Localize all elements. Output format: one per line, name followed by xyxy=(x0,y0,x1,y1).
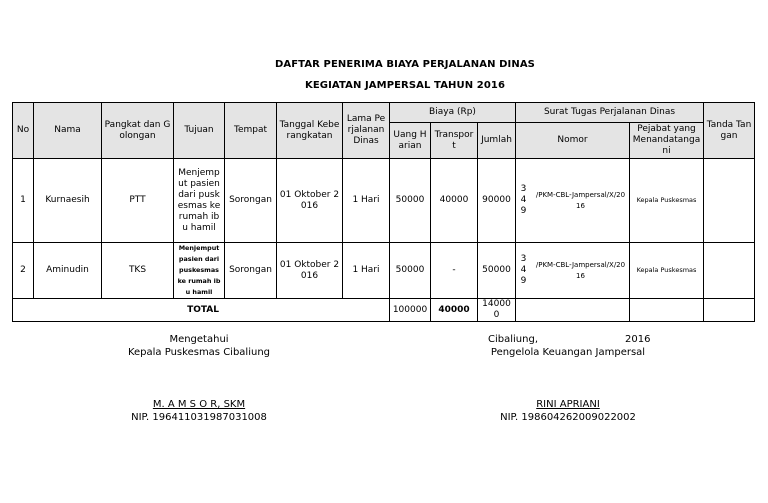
sign-right-name: RINI APRIANI xyxy=(536,399,600,410)
cell-uang-harian: 50000 xyxy=(390,159,431,243)
cell-jumlah: 90000 xyxy=(478,159,516,243)
cell-nomor-prefix: 349 xyxy=(516,243,532,299)
total-transport: 40000 xyxy=(431,299,478,322)
header-nama: Nama xyxy=(34,103,102,159)
total-label: TOTAL xyxy=(13,299,390,322)
header-pangkat: Pangkat dan Golongan xyxy=(102,103,174,159)
cell-nama: Aminudin xyxy=(34,243,102,299)
cell-uang-harian: 50000 xyxy=(390,243,431,299)
cell-pangkat: TKS xyxy=(102,243,174,299)
total-row xyxy=(13,299,755,322)
sign-right-year: 2016 xyxy=(625,334,651,345)
header-nomor: Nomor xyxy=(516,123,630,159)
cell-tanggal: 01 Oktober 2016 xyxy=(277,243,343,299)
signature-left xyxy=(49,333,349,424)
sign-left-label: Mengetahui xyxy=(169,334,229,345)
cell-tujuan: Menjemput pasien dari puskesmas ke rumah ibu hamil xyxy=(174,159,225,243)
header-biaya: Biaya (Rp) xyxy=(390,103,516,123)
cell-tanda-tangan xyxy=(704,159,755,243)
sign-left-position: Kepala Puskesmas Cibaliung xyxy=(127,347,271,358)
cell-no: 1 xyxy=(13,159,34,243)
table-row xyxy=(13,243,755,299)
header-surat-tugas: Surat Tugas Perjalanan Dinas xyxy=(516,103,704,123)
cell-nama: Kurnaesih xyxy=(34,159,102,243)
header-uang-harian: Uang Harian xyxy=(390,123,431,159)
sign-right-place: Cibaliung, xyxy=(488,334,538,345)
header-transport: Transport xyxy=(431,123,478,159)
header-lama: Lama Perjalanan Dinas xyxy=(343,103,390,159)
cell-nomor-prefix: 349 xyxy=(516,159,532,243)
cell-pangkat: PTT xyxy=(102,159,174,243)
cell-nomor: /PKM-CBL-Jampersal/X/2016 xyxy=(532,159,630,243)
cell-nomor: /PKM-CBL-Jampersal/X/2016 xyxy=(532,243,630,299)
cell-tanda-tangan xyxy=(704,243,755,299)
total-pejabat xyxy=(630,299,704,322)
header-tempat: Tempat xyxy=(225,103,277,159)
sign-left-nip: NIP. 196411031987031008 xyxy=(131,412,267,423)
cell-lama: 1 Hari xyxy=(343,243,390,299)
header-tanda-tangan: Tanda Tangan xyxy=(704,103,755,159)
total-tanda-tangan xyxy=(704,299,755,322)
travel-cost-table xyxy=(12,102,755,322)
document-title: DAFTAR PENERIMA BIAYA PERJALANAN DINAS xyxy=(275,59,535,70)
header-jumlah: Jumlah xyxy=(478,123,516,159)
cell-pejabat: Kepala Puskesmas xyxy=(630,159,704,243)
signature-right xyxy=(418,333,718,424)
total-nomor xyxy=(516,299,630,322)
sign-right-nip: NIP. 198604262009022002 xyxy=(500,412,636,423)
table-row xyxy=(13,159,755,243)
header-pejabat: Pejabat yang Menandatangani xyxy=(630,123,704,159)
cell-tempat: Sorongan xyxy=(225,159,277,243)
total-jumlah: 140000 xyxy=(478,299,516,322)
cell-lama: 1 Hari xyxy=(343,159,390,243)
header-tujuan: Tujuan xyxy=(174,103,225,159)
header-no: No xyxy=(13,103,34,159)
sign-left-name: M. A M S O R, SKM xyxy=(152,399,246,410)
document-subtitle: KEGIATAN JAMPERSAL TAHUN 2016 xyxy=(304,80,506,91)
total-uang-harian: 100000 xyxy=(390,299,431,322)
sign-right-position: Pengelola Keuangan Jampersal xyxy=(490,347,646,358)
cell-transport: - xyxy=(431,243,478,299)
cell-no: 2 xyxy=(13,243,34,299)
cell-pejabat: Kepala Puskesmas xyxy=(630,243,704,299)
cell-tujuan: Menjemput pasien dari puskesmas ke rumah ibu hamil xyxy=(174,243,225,299)
cell-tanggal: 01 Oktober 2016 xyxy=(277,159,343,243)
header-tanggal: Tanggal Keberangkatan xyxy=(277,103,343,159)
cell-tempat: Sorongan xyxy=(225,243,277,299)
cell-transport: 40000 xyxy=(431,159,478,243)
cell-jumlah: 50000 xyxy=(478,243,516,299)
